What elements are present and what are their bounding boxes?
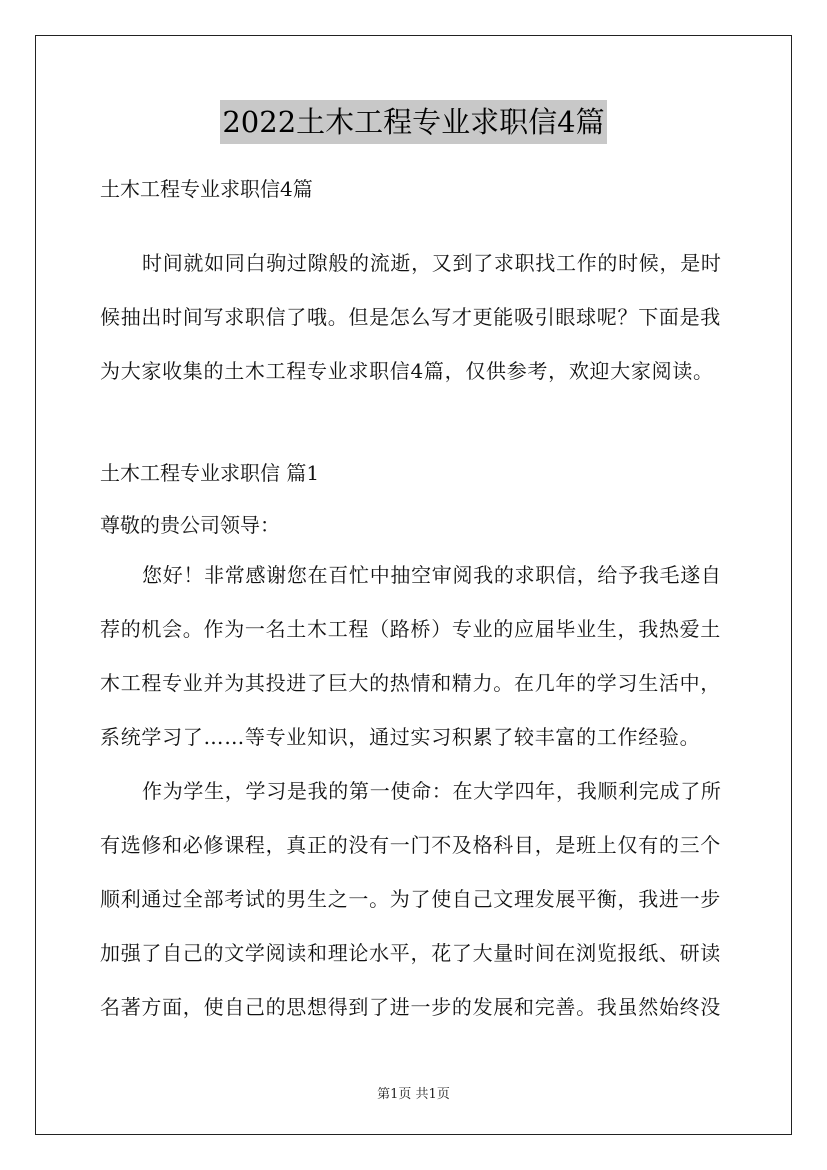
salutation: 尊敬的贵公司领导： [100, 513, 280, 537]
intro-line: 候抽出时间写求职信了哦。但是怎么写才更能吸引眼球呢？下面是我 [100, 305, 721, 329]
paragraph-line: 作为学生，学习是我的第一使命：在大学四年，我顺利完成了所 [142, 779, 722, 803]
section-heading: 土木工程专业求职信 篇1 [100, 461, 320, 485]
paragraph-1 [100, 548, 728, 764]
paragraph-2 [100, 764, 728, 1034]
intro-paragraph [100, 236, 728, 398]
paragraph-line: 顺利通过全部考试的男生之一。为了使自己文理发展平衡，我进一步 [100, 887, 721, 911]
intro-line: 时间就如同白驹过隙般的流逝，又到了求职找工作的时候，是时 [142, 251, 722, 275]
page-footer: 第1页 共1页 [377, 1087, 450, 1102]
document-subtitle: 土木工程专业求职信4篇 [100, 177, 313, 201]
paragraph-line: 加强了自己的文学阅读和理论水平，花了大量时间在浏览报纸、研读 [100, 941, 721, 965]
intro-line: 为大家收集的土木工程专业求职信4篇，仅供参考，欢迎大家阅读。 [100, 359, 714, 383]
paragraph-line: 系统学习了……等专业知识，通过实习积累了较丰富的工作经验。 [100, 725, 701, 749]
document-body [100, 176, 728, 1034]
title-container [0, 100, 827, 144]
paragraph-line: 荐的机会。作为一名土木工程（路桥）专业的应届毕业生，我热爱土 [100, 617, 721, 641]
paragraph-line: 木工程专业并为其投进了巨大的热情和精力。在几年的学习生活中， [100, 671, 721, 695]
paragraph-line: 有选修和必修课程，真正的没有一门不及格科目，是班上仅有的三个 [100, 833, 721, 857]
paragraph-line: 名著方面，使自己的思想得到了进一步的发展和完善。我虽然始终没 [100, 995, 721, 1019]
document-title: 2022土木工程专业求职信4篇 [220, 100, 606, 144]
paragraph-line: 您好！非常感谢您在百忙中抽空审阅我的求职信，给予我毛遂自 [142, 563, 722, 587]
